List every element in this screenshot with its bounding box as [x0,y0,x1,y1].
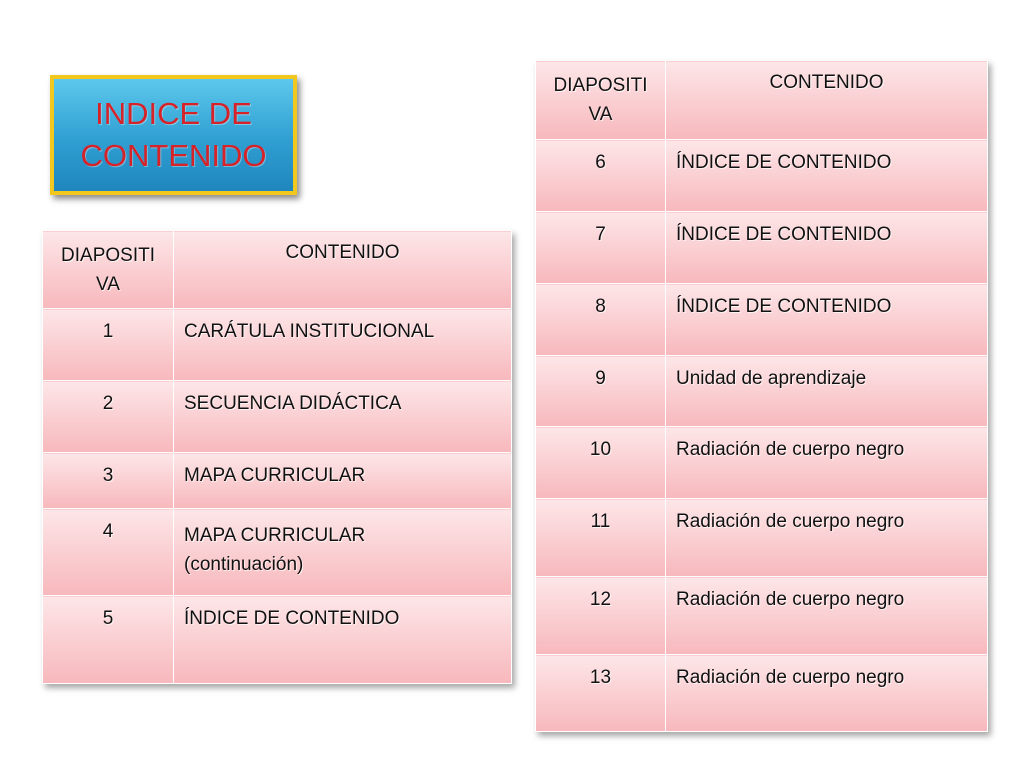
slide-content: ÍNDICE DE CONTENIDO [666,140,988,212]
index-table-right [535,60,988,732]
slide-number: 7 [536,212,666,284]
header-content [666,61,988,140]
header-slide-label: DIAPOSITI VA [61,245,155,296]
table-row [536,140,988,212]
slide-number: 9 [536,356,666,427]
header-slide [43,231,174,309]
table-row [43,509,512,596]
table-row [43,453,512,509]
table-row [536,427,988,499]
page-title: INDICE DE CONTENIDO [80,96,267,173]
index-table-left [42,230,512,684]
header-slide [536,61,666,140]
slide-number: 5 [43,596,174,684]
slide-number: 10 [536,427,666,499]
slide-content: ÍNDICE DE CONTENIDO [666,284,988,356]
slide-content: Radiación de cuerpo negro [666,577,988,655]
slide-content: CARÁTULA INSTITUCIONAL [174,309,512,381]
slide-number: 11 [536,499,666,577]
table-row [536,499,988,577]
table-row [536,655,988,732]
slide-content: ÍNDICE DE CONTENIDO [666,212,988,284]
table-row [536,212,988,284]
table-header-row [43,231,512,309]
slide-content: MAPA CURRICULAR [174,453,512,509]
header-slide-label: DIAPOSITI VA [553,75,648,126]
header-content-label: CONTENIDO [285,242,400,263]
table-row [536,577,988,655]
slide-number: 3 [43,453,174,509]
slide-content: Radiación de cuerpo negro [666,499,988,577]
slide-number: 6 [536,140,666,212]
header-content-label: CONTENIDO [769,72,884,93]
table-row [43,596,512,684]
table-row [43,381,512,453]
slide-number: 4 [43,509,174,596]
slide-number: 1 [43,309,174,381]
title-banner [50,75,297,195]
slide-number: 8 [536,284,666,356]
header-content [174,231,512,309]
slide-number: 13 [536,655,666,732]
slide-content [174,509,512,596]
table-row [43,309,512,381]
slide-content: Radiación de cuerpo negro [666,427,988,499]
table-header-row [536,61,988,140]
table-row [536,284,988,356]
slide-content: Radiación de cuerpo negro [666,655,988,732]
slide-content: SECUENCIA DIDÁCTICA [174,381,512,453]
table-row [536,356,988,427]
slide-number: 2 [43,381,174,453]
slide-number: 12 [536,577,666,655]
slide-content: ÍNDICE DE CONTENIDO [174,596,512,684]
slide-content-text: MAPA CURRICULAR (continuación) [184,525,366,576]
slide-content: Unidad de aprendizaje [666,356,988,427]
